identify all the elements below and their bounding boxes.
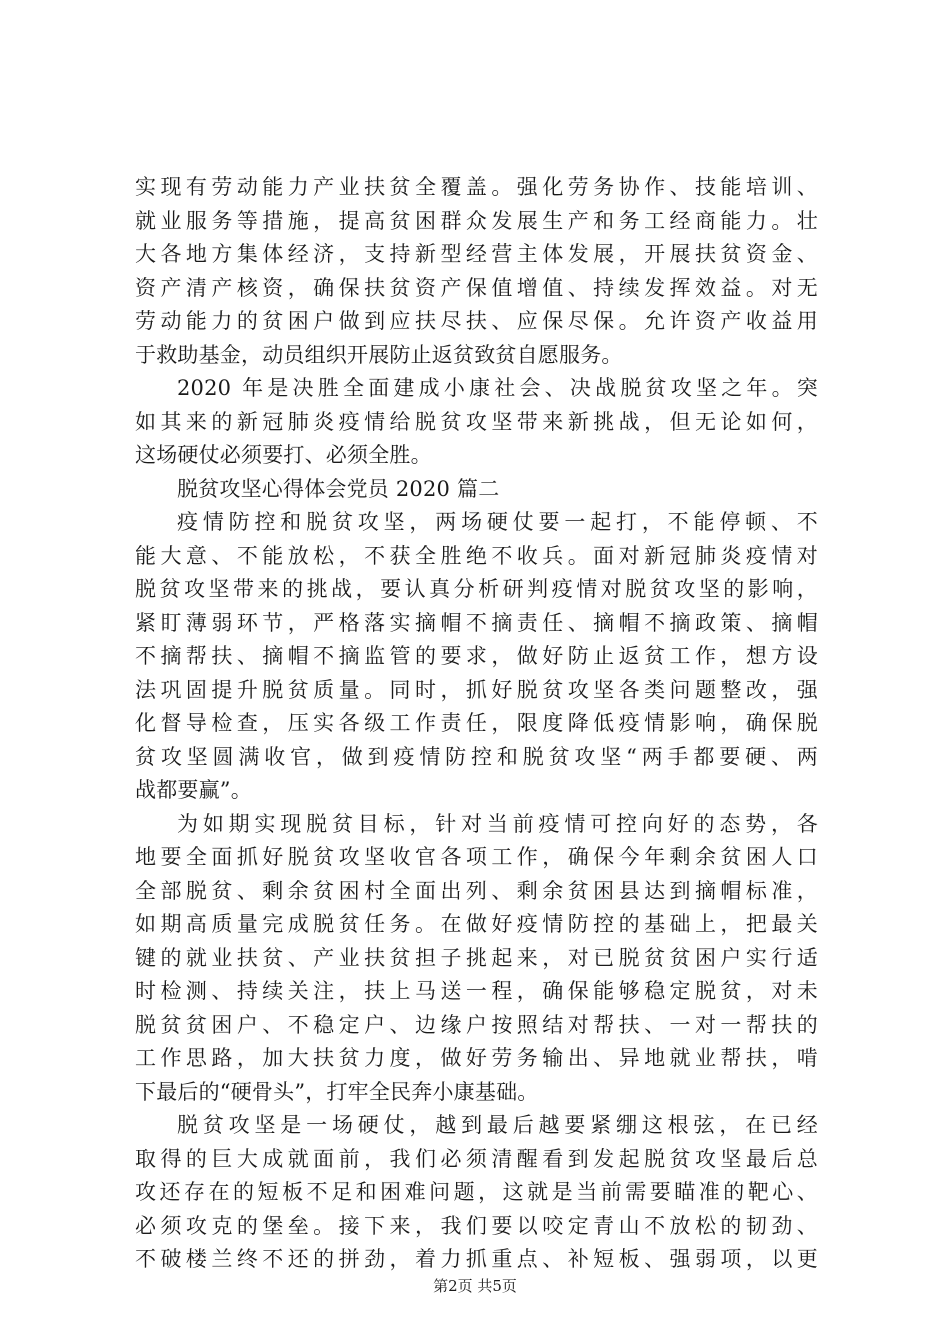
text-line: 2020 年是决胜全面建成小康社会、决战脱贫攻坚之年。突 [177,376,818,400]
text-line: 法巩固提升脱贫质量。同时，抓好脱贫攻坚各类问题整改，强 [135,677,818,702]
document-body [135,171,818,1277]
text-line: 贫攻坚圆满收官，做到疫情防控和脱贫攻坚“两手都要硬、两 [135,744,818,769]
text-line: 取得的巨大成就面前，我们必须清醒看到发起脱贫攻坚最后总 [135,1146,818,1171]
text-line: 脱贫攻坚是一场硬仗，越到最后越要紧绷这根弦，在已经 [177,1113,818,1137]
page-number-footer: 第2页 共5页 [433,1277,517,1295]
text-line: 如其来的新冠肺炎疫情给脱贫攻坚带来新挑战，但无论如何， [135,409,818,434]
section-heading: 脱贫攻坚心得体会党员 2020 篇二 [177,476,500,501]
text-line: 资产清产核资，确保扶贫资产保值增值、持续发挥效益。对无 [135,275,818,300]
text-line: 如期高质量完成脱贫任务。在做好疫情防控的基础上，把最关 [135,912,818,936]
text-line: 脱贫攻坚带来的挑战，要认真分析研判疫情对脱贫攻坚的影响， [135,577,818,601]
text-line: 大各地方集体经济，支持新型经营主体发展，开展扶贫资金、 [135,242,818,266]
text-line: 时检测、持续关注，扶上马送一程，确保能够稳定脱贫，对未 [135,979,818,1003]
text-line: 地要全面抓好脱贫攻坚收官各项工作，确保今年剩余贫困人口 [135,845,818,869]
text-line: 工作思路，加大扶贫力度，做好劳务输出、异地就业帮扶，啃 [135,1046,818,1070]
text-line: 不摘帮扶、摘帽不摘监管的要求，做好防止返贫工作，想方设 [135,644,818,668]
text-line: 下最后的“硬骨头”，打牢全民奔小康基础。 [135,1079,539,1104]
text-line: 实现有劳动能力产业扶贫全覆盖。强化劳务协作、技能培训、 [135,175,818,199]
text-line: 紧盯薄弱环节，严格落实摘帽不摘责任、摘帽不摘政策、摘帽 [135,610,818,635]
text-line: 不破楼兰终不还的拼劲，着力抓重点、补短板、强弱项，以更 [135,1247,818,1271]
text-line: 就业服务等措施，提高贫困群众发展生产和务工经商能力。壮 [135,208,818,233]
text-line: 脱贫贫困户、不稳定户、边缘户按照结对帮扶、一对一帮扶的 [135,1012,818,1037]
text-line: 战都要赢”。 [135,778,252,802]
text-line: 劳动能力的贫困户做到应扶尽扶、应保尽保。允许资产收益用 [135,309,818,333]
text-line: 能大意、不能放松，不获全胜绝不收兵。面对新冠肺炎疫情对 [135,543,818,568]
text-line: 必须攻克的堡垒。接下来，我们要以咬定青山不放松的韧劲、 [135,1213,818,1238]
text-line: 全部脱贫、剩余贫困村全面出列、剩余贫困县达到摘帽标准， [135,878,818,903]
text-line: 键的就业扶贫、产业扶贫担子挑起来，对已脱贫贫困户实行适 [135,945,818,970]
text-line: 为如期实现脱贫目标，针对当前疫情可控向好的态势，各 [177,811,818,836]
text-line: 化督导检查，压实各级工作责任，限度降低疫情影响，确保脱 [135,711,818,735]
text-line: 这场硬仗必须要打、必须全胜。 [135,443,432,467]
text-line: 攻还存在的短板不足和困难问题，这就是当前需要瞄准的靶心、 [135,1180,818,1204]
text-line: 于救助基金，动员组织开展防止返贫致贫自愿服务。 [135,342,623,367]
text-line: 疫情防控和脱贫攻坚，两场硬仗要一起打，不能停顿、不 [177,510,818,534]
